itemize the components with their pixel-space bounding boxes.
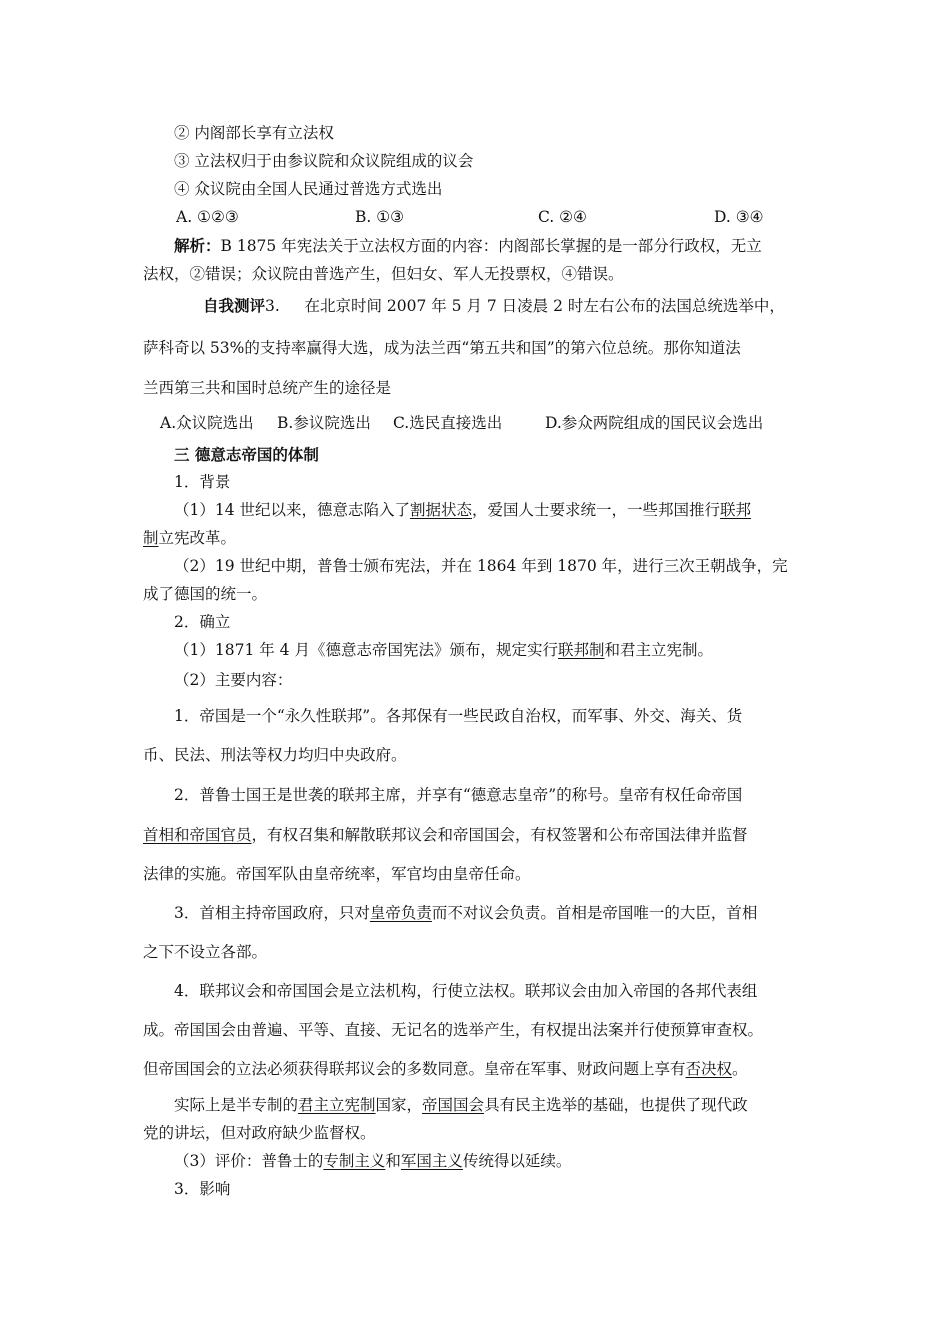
establish-para-1: （1）1871 年 4 月《德意志帝国宪法》颁布，规定实行联邦制和君主立宪制。	[174, 641, 713, 659]
background-para-2: （2）19 世纪中期，普鲁士颁布宪法，并在 1864 年到 1870 年，进行三次王朝战争，完	[174, 557, 788, 575]
establish-title: 2．确立	[174, 613, 231, 631]
st-option-d: D.参众两院组成的国民议会选出	[545, 414, 764, 432]
content-4-line-2: 成。帝国国会由普遍、平等、直接、无记名的选举产生，有权提出法案并行使预算审查权。	[143, 1021, 764, 1039]
evaluation: （3）评价：普鲁士的专制主义和军国主义传统得以延续。	[174, 1152, 572, 1170]
background-para-1-cont: 制立宪改革。	[143, 529, 237, 547]
analysis-line-1: 解析：B 1875 年宪法关于立法权方面的内容：内阁部长掌握的是一部分行政权，无立	[174, 237, 762, 255]
option-a: A. ①②③	[176, 208, 239, 226]
analysis-line-2: 法权，②错误；众议院由普选产生，但妇女、军人无投票权，④错误。	[143, 265, 624, 283]
st-option-a: A.众议院选出	[160, 414, 254, 432]
st-option-b: B.参议院选出	[277, 414, 371, 432]
option-b: B. ①③	[355, 208, 405, 226]
content-3-line-2: 之下不设立各部。	[143, 943, 268, 961]
q1-options	[0, 207, 950, 227]
content-4-line-1: 4．联邦议会和帝国国会是立法机构，行使立法权。联邦议会由加入帝国的各邦代表组	[174, 982, 758, 1000]
self-test-line-3: 兰西第三共和国时总统产生的途径是	[143, 379, 392, 397]
content-1-line-2: 币、民法、刑法等权力均归中央政府。	[143, 746, 407, 764]
background-para-1: （1）14 世纪以来，德意志陷入了割据状态，爱国人士要求统一，一些邦国推行联邦	[174, 501, 752, 519]
section-heading: 三 德意志帝国的体制	[174, 446, 319, 464]
background-title: 1．背景	[174, 473, 231, 491]
content-3-line-1: 3．首相主持帝国政府，只对皇帝负责而不对议会负责。首相是帝国唯一的大臣，首相	[174, 904, 758, 922]
reality-line-1: 实际上是半专制的君主立宪制国家，帝国国会具有民主选举的基础，也提供了现代政	[174, 1096, 748, 1114]
content-2-line-1: 2．普鲁士国王是世袭的联邦主席，并享有“德意志皇帝”的称号。皇帝有权任命帝国	[174, 786, 743, 804]
content-2-line-2: 首相和帝国官员，有权召集和解散联邦议会和帝国国会，有权签署和公布帝国法律并监督	[143, 826, 748, 844]
reality-line-2: 党的讲坛，但对政府缺少监督权。	[143, 1124, 376, 1142]
analysis-label: 解析：	[174, 237, 221, 255]
item-4: ④ 众议院由全国人民通过普选方式选出	[174, 180, 443, 198]
influence-title: 3．影响	[174, 1180, 231, 1198]
content-1-line-1: 1．帝国是一个“永久性联邦”。各邦保有一些民政自治权，而军事、外交、海关、货	[174, 707, 743, 725]
content-4-line-3: 但帝国国会的立法必须获得联邦议会的多数同意。皇帝在军事、财政问题上享有否决权。	[143, 1060, 748, 1078]
option-c: C. ②④	[538, 208, 587, 226]
background-para-2-cont: 成了德国的统一。	[143, 585, 268, 603]
self-test-options	[0, 413, 950, 433]
self-test-line-2: 萨科奇以 53%的支持率赢得大选，成为法兰西“第五共和国”的第六位总统。那你知道法	[143, 339, 741, 357]
item-3: ③ 立法权归于由参议院和众议院组成的议会	[174, 152, 474, 170]
self-test-line-1: 自我测评3. 在北京时间 2007 年 5 月 7 日凌晨 2 时左右公布的法国总统选举中，	[203, 297, 785, 315]
st-option-c: C.选民直接选出	[393, 414, 503, 432]
option-d: D. ③④	[714, 208, 764, 226]
content-2-line-3: 法律的实施。帝国军队由皇帝统率，军官均由皇帝任命。	[143, 865, 531, 883]
self-test-label: 自我测评	[203, 297, 266, 315]
item-2: ② 内阁部长享有立法权	[174, 124, 334, 142]
establish-para-2: （2）主要内容：	[174, 671, 293, 689]
